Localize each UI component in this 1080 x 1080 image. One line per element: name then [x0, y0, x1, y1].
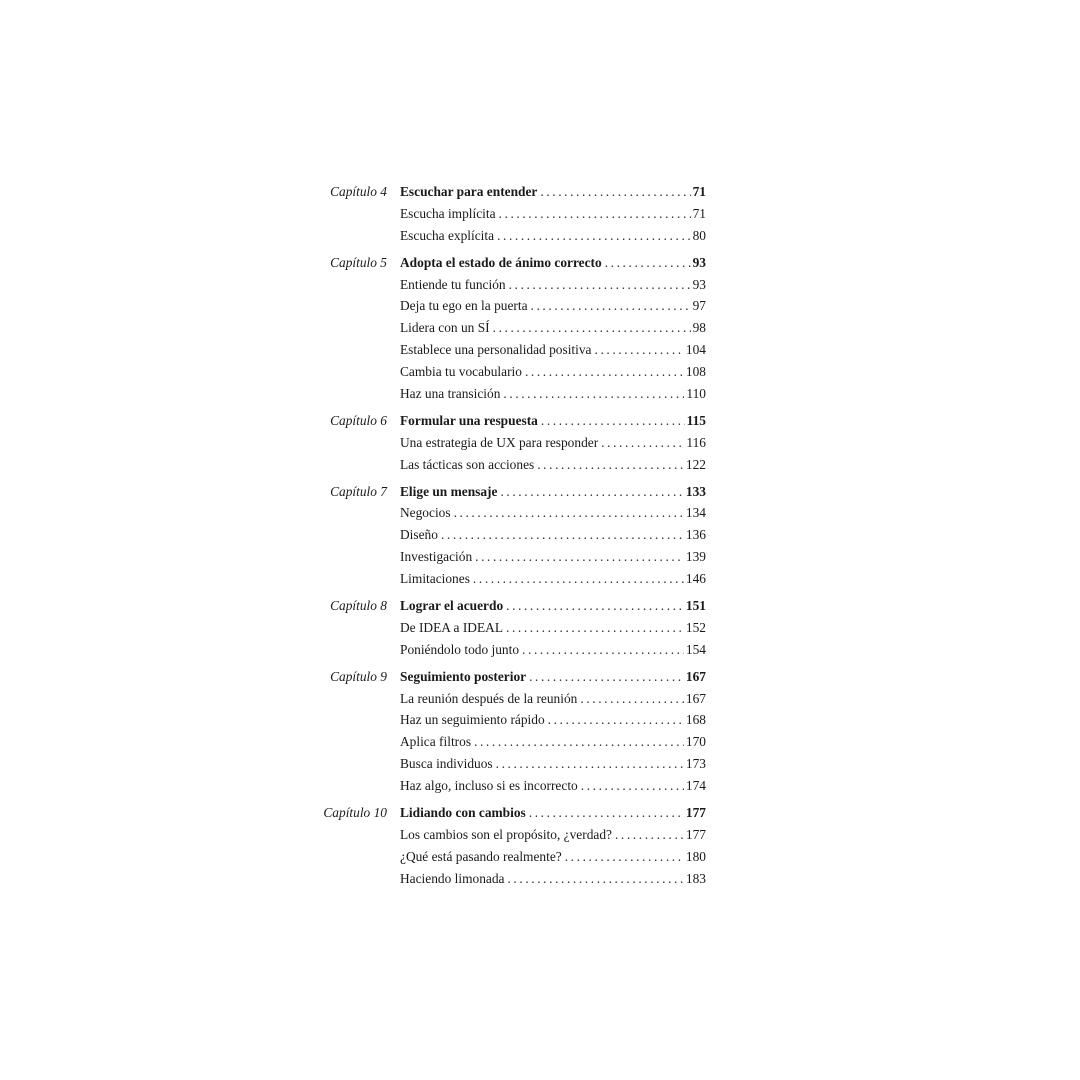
section-page-number: 122: [685, 456, 706, 472]
section-row: [0, 546, 1080, 568]
section-row: [0, 688, 1080, 710]
section-entry: [400, 868, 706, 890]
dot-leader: [472, 546, 684, 568]
section-entry: [400, 274, 706, 296]
section-row: [0, 824, 1080, 846]
section-row: [0, 524, 1080, 546]
section-row: [0, 731, 1080, 753]
chapter-block: [0, 181, 1080, 247]
section-entry: [400, 846, 706, 868]
chapter-label: Capítulo 9: [330, 668, 387, 684]
dot-leader: [451, 502, 684, 524]
chapter-heading-row: [0, 666, 1080, 688]
section-row: [0, 203, 1080, 225]
section-row: [0, 568, 1080, 590]
section-row: [0, 775, 1080, 797]
dot-leader: [490, 317, 691, 339]
section-entry: [400, 203, 706, 225]
dot-leader: [504, 868, 683, 890]
section-row: [0, 502, 1080, 524]
section-row: [0, 617, 1080, 639]
section-title: Poniéndolo todo junto: [400, 641, 520, 657]
section-entry: [400, 225, 706, 247]
section-title: Busca individuos: [400, 756, 493, 772]
section-page-number: 80: [692, 227, 706, 243]
chapter-entry: [400, 481, 706, 503]
section-entry: [400, 709, 706, 731]
chapter-page-number: 167: [685, 668, 706, 684]
section-title: Escucha explícita: [400, 227, 495, 243]
chapter-title: Lograr el acuerdo: [400, 598, 504, 614]
section-title: Establece una personalidad positiva: [400, 342, 592, 358]
section-row: [0, 361, 1080, 383]
chapter-label: Capítulo 8: [330, 598, 387, 614]
dot-leader: [545, 709, 684, 731]
section-entry: [400, 524, 706, 546]
section-page-number: 168: [685, 712, 706, 728]
section-row: [0, 639, 1080, 661]
chapter-entry: [400, 181, 706, 203]
section-title: Diseño: [400, 527, 438, 543]
section-page-number: 134: [685, 505, 706, 521]
section-page-number: 97: [692, 298, 706, 314]
chapter-title: Escuchar para entender: [400, 184, 538, 199]
dot-leader: [471, 731, 684, 753]
dot-leader: [496, 203, 691, 225]
chapter-block: [0, 802, 1080, 890]
chapter-heading-row: [0, 802, 1080, 824]
chapter-page-number: 177: [685, 805, 706, 821]
section-row: [0, 432, 1080, 454]
chapter-page-number: 71: [692, 184, 706, 199]
section-title: Haciendo limonada: [400, 870, 505, 886]
dot-leader: [526, 666, 684, 688]
dot-leader: [538, 410, 685, 432]
section-row: [0, 225, 1080, 247]
chapter-heading-row: [0, 481, 1080, 503]
section-entry: [400, 454, 706, 476]
section-page-number: 180: [685, 848, 706, 864]
dot-leader: [503, 595, 684, 617]
section-title: Aplica filtros: [400, 734, 472, 750]
section-title: Una estrategia de UX para responder: [400, 434, 599, 450]
section-row: [0, 709, 1080, 731]
chapter-page-number: 93: [692, 254, 706, 270]
section-title: ¿Qué está pasando realmente?: [400, 848, 562, 864]
dot-leader: [497, 481, 683, 503]
section-page-number: 177: [685, 826, 706, 842]
chapter-heading-row: [0, 595, 1080, 617]
section-entry: [400, 824, 706, 846]
chapter-page-number: 151: [685, 598, 706, 614]
section-title: Escucha implícita: [400, 205, 496, 221]
section-title: Los cambios son el propósito, ¿verdad?: [400, 826, 612, 842]
dot-leader: [528, 295, 691, 317]
dot-leader: [470, 568, 684, 590]
chapter-entry: [400, 802, 706, 824]
chapter-block: [0, 252, 1080, 405]
section-title: Entiende tu función: [400, 276, 506, 292]
dot-leader: [592, 339, 684, 361]
section-page-number: 154: [685, 641, 706, 657]
chapter-label: Capítulo 10: [323, 805, 387, 821]
section-title: Investigación: [400, 549, 473, 565]
section-row: [0, 383, 1080, 405]
section-row: [0, 454, 1080, 476]
section-entry: [400, 339, 706, 361]
section-page-number: 104: [685, 342, 706, 358]
section-entry: [400, 295, 706, 317]
section-title: Limitaciones: [400, 571, 470, 587]
section-entry: [400, 432, 706, 454]
dot-leader: [503, 617, 684, 639]
section-entry: [400, 639, 706, 661]
chapter-label: Capítulo 7: [330, 483, 387, 499]
chapter-entry: [400, 595, 706, 617]
table-of-contents: [0, 181, 1080, 895]
section-page-number: 167: [685, 690, 706, 706]
chapter-heading-row: [0, 252, 1080, 274]
dot-leader: [506, 274, 691, 296]
chapter-block: [0, 410, 1080, 476]
section-row: [0, 339, 1080, 361]
section-title: Las tácticas son acciones: [400, 456, 535, 472]
chapter-heading-row: [0, 181, 1080, 203]
section-page-number: 170: [685, 734, 706, 750]
section-page-number: 183: [685, 870, 706, 886]
chapter-title: Lidiando con cambios: [400, 805, 526, 821]
chapter-page-number: 115: [686, 412, 706, 428]
dot-leader: [500, 383, 684, 405]
dot-leader: [494, 225, 691, 247]
section-row: [0, 753, 1080, 775]
chapter-label: Capítulo 6: [330, 412, 387, 428]
section-row: [0, 295, 1080, 317]
dot-leader: [612, 824, 684, 846]
dot-leader: [526, 802, 684, 824]
section-entry: [400, 731, 706, 753]
section-entry: [400, 753, 706, 775]
dot-leader: [598, 432, 684, 454]
section-page-number: 71: [692, 205, 706, 221]
chapter-label: Capítulo 4: [330, 184, 387, 199]
section-page-number: 116: [686, 434, 706, 450]
chapter-title: Elige un mensaje: [400, 483, 498, 499]
section-page-number: 136: [685, 527, 706, 543]
section-entry: [400, 617, 706, 639]
chapter-title: Formular una respuesta: [400, 412, 538, 428]
section-entry: [400, 546, 706, 568]
dot-leader: [438, 524, 684, 546]
section-page-number: 174: [685, 778, 706, 794]
chapter-block: [0, 595, 1080, 661]
section-entry: [400, 568, 706, 590]
section-title: Negocios: [400, 505, 451, 521]
section-page-number: 146: [685, 571, 706, 587]
chapter-entry: [400, 252, 706, 274]
section-page-number: 173: [685, 756, 706, 772]
chapter-entry: [400, 666, 706, 688]
section-entry: [400, 502, 706, 524]
chapter-heading-row: [0, 410, 1080, 432]
section-page-number: 110: [686, 386, 706, 402]
section-entry: [400, 775, 706, 797]
section-title: Haz un seguimiento rápido: [400, 712, 545, 728]
section-row: [0, 846, 1080, 868]
dot-leader: [493, 753, 684, 775]
section-page-number: 108: [685, 364, 706, 380]
section-page-number: 152: [685, 619, 706, 635]
section-title: Cambia tu vocabulario: [400, 364, 522, 380]
chapter-title: Seguimiento posterior: [400, 668, 527, 684]
section-entry: [400, 361, 706, 383]
chapter-page-number: 133: [685, 483, 706, 499]
section-title: Haz algo, incluso si es incorrecto: [400, 778, 578, 794]
section-page-number: 139: [685, 549, 706, 565]
dot-leader: [534, 454, 684, 476]
dot-leader: [537, 181, 690, 203]
chapter-entry: [400, 410, 706, 432]
section-row: [0, 317, 1080, 339]
section-title: Lidera con un SÍ: [400, 320, 490, 336]
dot-leader: [519, 639, 684, 661]
chapter-label: Capítulo 5: [330, 254, 387, 270]
dot-leader: [562, 846, 684, 868]
section-row: [0, 868, 1080, 890]
dot-leader: [602, 252, 691, 274]
dot-leader: [578, 775, 684, 797]
section-page-number: 98: [692, 320, 706, 336]
chapter-title: Adopta el estado de ánimo correcto: [400, 254, 602, 270]
section-title: La reunión después de la reunión: [400, 690, 578, 706]
section-entry: [400, 688, 706, 710]
section-title: De IDEA a IDEAL: [400, 619, 503, 635]
section-entry: [400, 317, 706, 339]
section-row: [0, 274, 1080, 296]
section-title: Haz una transición: [400, 386, 501, 402]
section-entry: [400, 383, 706, 405]
chapter-block: [0, 666, 1080, 797]
dot-leader: [522, 361, 684, 383]
section-page-number: 93: [692, 276, 706, 292]
section-title: Deja tu ego en la puerta: [400, 298, 528, 314]
chapter-block: [0, 481, 1080, 590]
dot-leader: [577, 688, 684, 710]
